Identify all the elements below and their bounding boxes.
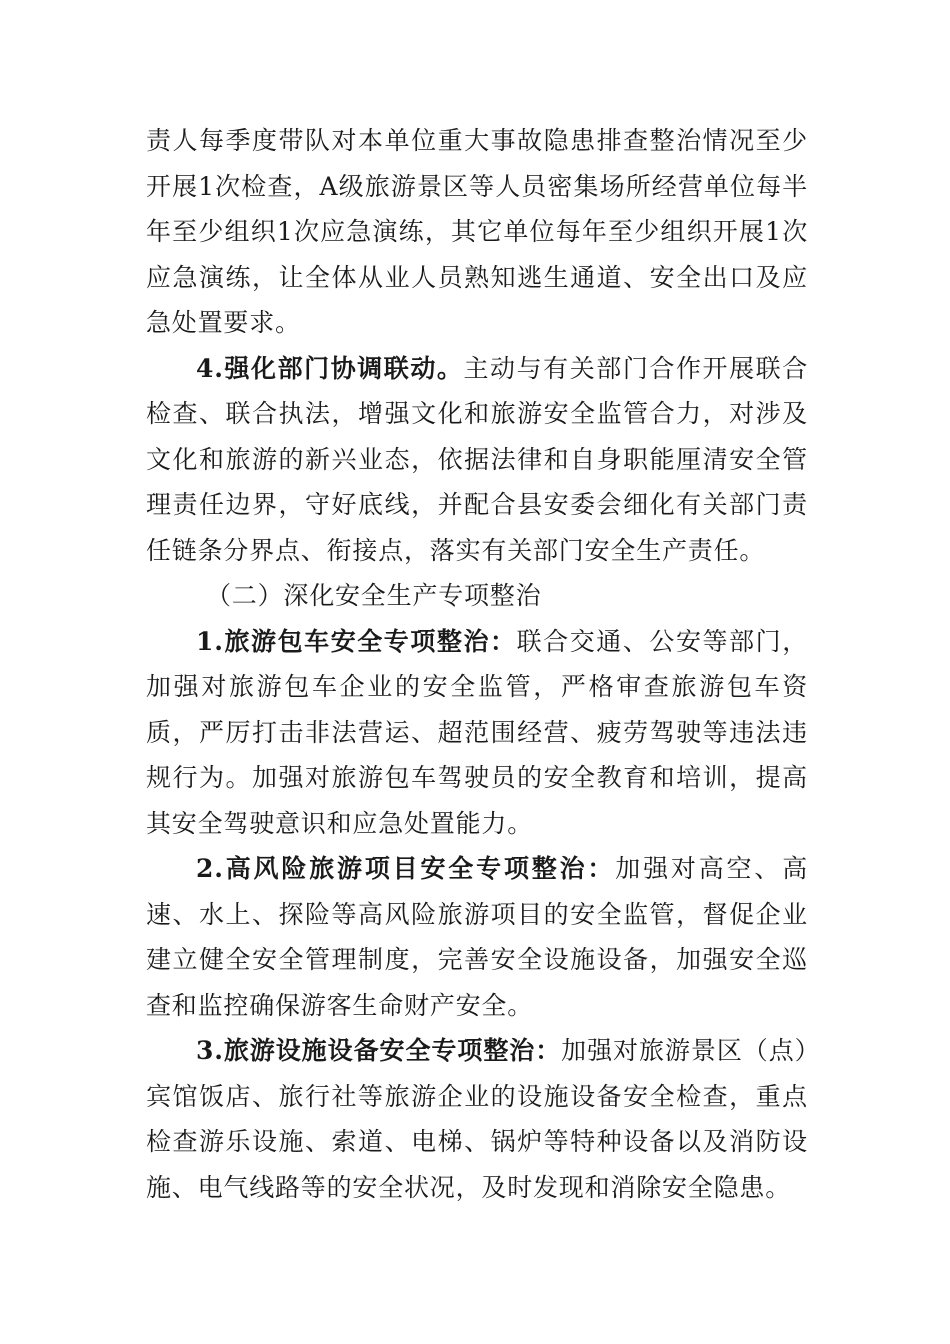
paragraph-item-1 <box>146 619 808 847</box>
item-lead: 2.高风险旅游项目安全专项整治： <box>196 854 616 883</box>
paragraph-continuation <box>146 118 808 346</box>
paragraph-text: 联合交通、公安等部门，加强对旅游包车企业的安全监管，严格审查旅游包车资质，严厉打击非法营运、超范围经营、疲劳驾驶等违法违规行为。加强对旅游包车驾驶员的安全教育和培训，提高其安全驾驶意识和应急处置能力。 <box>146 626 808 838</box>
paragraph-item-3 <box>146 1028 808 1210</box>
paragraph-text: 加强对旅游景区（点）宾馆饭店、旅行社等旅游企业的设施设备安全检查，重点检查游乐设施、索道、电梯、锅炉等特种设备以及消防设施、电气线路等的安全状况，及时发现和消除安全隐患。 <box>146 1036 808 1202</box>
section-heading <box>146 573 808 619</box>
item-lead: 4.强化部门协调联动。 <box>196 353 464 383</box>
item-lead: 1.旅游包车安全专项整治： <box>196 626 517 656</box>
section-heading-text: （二）深化安全生产专项整治 <box>206 581 542 610</box>
paragraph-text: 加强对高空、高速、水上、探险等高风险旅游项目的安全监管，督促企业建立健全安全管理制度，完善安全设施设备，加强安全巡查和监控确保游客生命财产安全。 <box>146 854 808 1020</box>
paragraph-text: 责人每季度带队对本单位重大事故隐患排查整治情况至少开展1次检查，A级旅游景区等人员密集场所经营单位每半年至少组织1次应急演练，其它单位每年至少组织开展1次应急演练，让全体从业人员熟知逃生通道、安全出口及应急处置要求。 <box>146 126 808 337</box>
document-body <box>146 118 808 1210</box>
paragraph-text: 主动与有关部门合作开展联合检查、联合执法，增强文化和旅游安全监管合力，对涉及文化和旅游的新兴业态，依据法律和自身职能厘清安全管理责任边界，守好底线，并配合县安委会细化有关部门责任链条分界点、衔接点，落实有关部门安全生产责任。 <box>146 353 809 565</box>
paragraph-item-4 <box>146 346 808 574</box>
item-lead: 3.旅游设施设备安全专项整治： <box>196 1036 562 1065</box>
paragraph-item-2 <box>146 846 808 1028</box>
